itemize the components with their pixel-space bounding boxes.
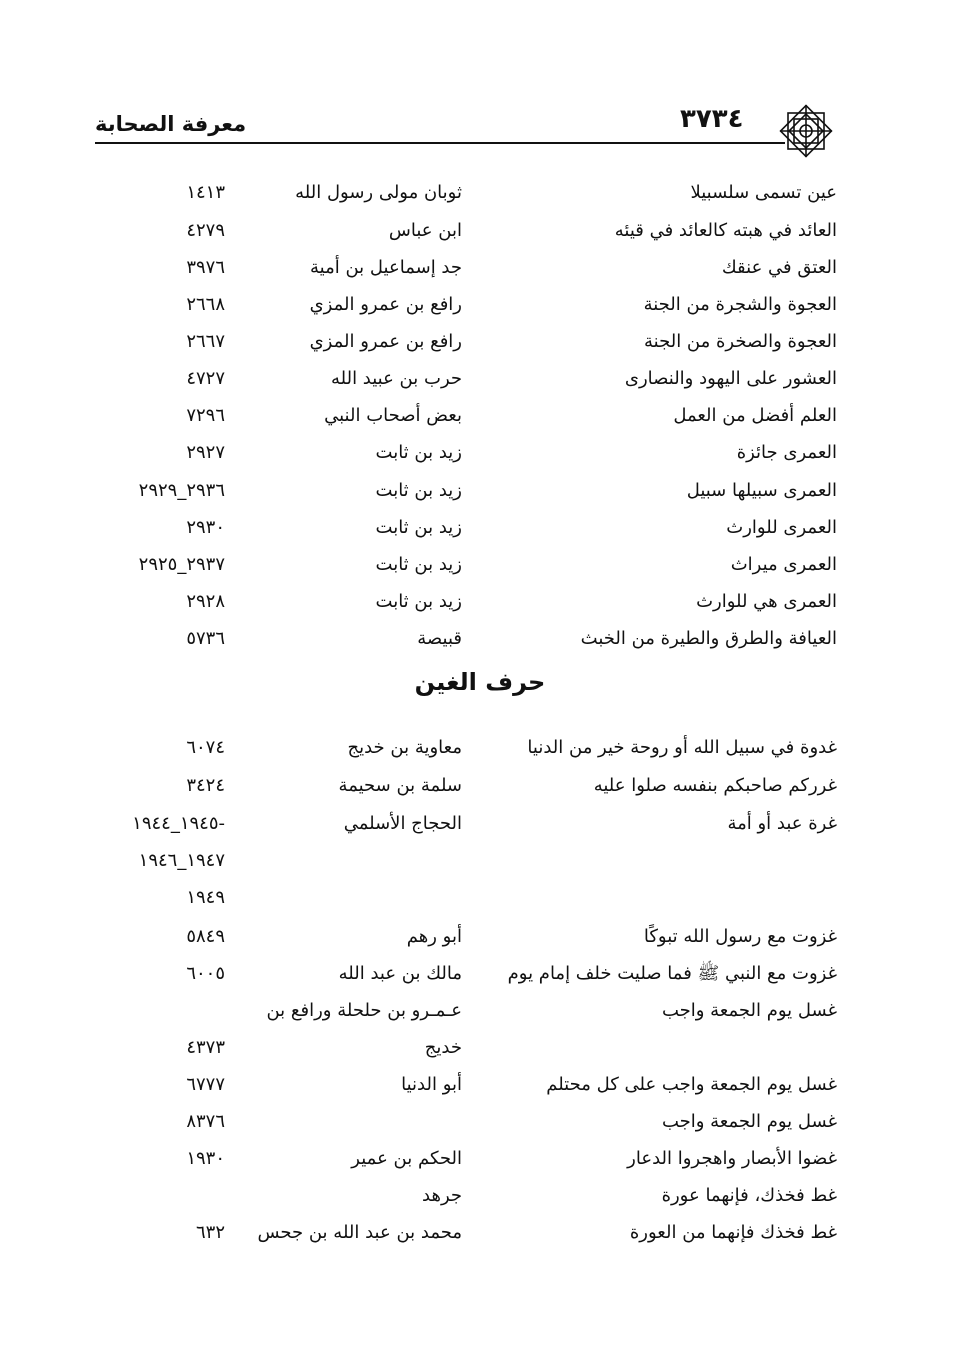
narrator-name: زيد بن ثابت <box>375 442 462 463</box>
hadith-text: العمرى ميراث <box>730 554 837 575</box>
reference-number: ٦٠٧٤ <box>186 737 225 758</box>
page-header <box>95 100 840 160</box>
narrator-name: مالك بن عبد الله <box>338 963 462 984</box>
hadith-text: غسل يوم الجمعة واجب على كل محتلم <box>546 1074 837 1095</box>
reference-number: ٢٩٣٠ <box>186 517 225 538</box>
reference-number: ١٤١٣ <box>186 182 225 203</box>
narrator-name: عـمـرو بن حلحلة ورافع بن <box>266 1000 462 1021</box>
narrator-name: الحكم بن عمير <box>351 1148 462 1169</box>
index-row <box>0 1179 959 1213</box>
narrator-name: معاوية بن خديج <box>347 737 462 758</box>
narrator-name: جد إسماعيل بن أمية <box>310 257 462 278</box>
book-title: معرفة الصحابة <box>95 112 247 136</box>
index-row <box>0 214 959 248</box>
reference-number: ١٩٣٠ <box>186 1148 225 1169</box>
hadith-text: غسل يوم الجمعة واجب <box>661 1000 837 1021</box>
reference-number: ٢٩٣٧_٢٩٢٥ <box>138 554 225 575</box>
index-row <box>0 1142 959 1176</box>
hadith-text: غرة عبد أو أمة <box>727 813 837 834</box>
index-row <box>0 362 959 396</box>
index-row <box>0 511 959 545</box>
reference-number: ٢٩٢٧ <box>186 442 225 463</box>
reference-number: ٢٩٢٨ <box>186 591 225 612</box>
index-row <box>0 622 959 656</box>
hadith-text: العتق في عنقك <box>721 257 837 278</box>
reference-number: ٦٧٧٧ <box>186 1074 225 1095</box>
reference-number: ٦٠٠٥ <box>186 963 225 984</box>
hadith-text: العمرى هي للوارث <box>696 591 837 612</box>
narrator-name: ثوبان مولى رسول الله <box>295 182 462 203</box>
narrator-name: الحجاج الأسلمي <box>343 813 462 834</box>
index-row <box>0 585 959 619</box>
reference-number: ٥٧٣٦ <box>186 628 225 649</box>
reference-number: ٢٦٦٨ <box>186 294 225 315</box>
reference-number: ٥٨٤٩ <box>186 926 225 947</box>
narrator-name: ابن عباس <box>388 220 462 241</box>
narrator-name: حرب بن عبيد الله <box>330 368 462 389</box>
reference-number: ٤٢٧٩ <box>186 220 225 241</box>
hadith-text: غدوة في سبيل الله أو روحة خير من الدنيا <box>527 737 837 758</box>
index-row <box>0 474 959 508</box>
reference-number: ٨٣٧٦ <box>186 1111 225 1132</box>
reference-number: ٢٦٦٧ <box>186 331 225 352</box>
index-row <box>0 176 959 210</box>
reference-number: ٣٤٢٤ <box>186 775 225 796</box>
hadith-text: عين تسمى سلسبيلا <box>690 182 837 203</box>
reference-number: -١٩٤٥_١٩٤٤ <box>132 813 225 834</box>
narrator-name: خديج <box>424 1037 462 1058</box>
reference-number: ٤٣٧٣ <box>186 1037 225 1058</box>
hadith-text: غضوا الأبصار واهجروا الدعار <box>627 1148 837 1169</box>
narrator-name: زيد بن ثابت <box>375 517 462 538</box>
narrator-name: رافع بن عمرو المزي <box>309 331 462 352</box>
hadith-text: العيافة والطرق والطيرة من الخبث <box>580 628 837 649</box>
narrator-name: أبو الدنيا <box>401 1074 462 1095</box>
hadith-text: العمرى جائزة <box>736 442 837 463</box>
index-row <box>0 325 959 359</box>
hadith-text: العمرى للوارث <box>726 517 837 538</box>
index-row <box>0 1068 959 1102</box>
reference-number: ٦٣٢ <box>195 1222 225 1243</box>
hadith-text: غسل يوم الجمعة واجب <box>661 1111 837 1132</box>
index-row <box>0 769 959 803</box>
reference-number: ٣٩٧٦ <box>186 257 225 278</box>
reference-number: ٤٧٢٧ <box>186 368 225 389</box>
index-row <box>0 399 959 433</box>
index-row <box>0 994 959 1028</box>
hadith-text: غط فخذك فإنهما من العورة <box>629 1222 837 1243</box>
index-row <box>0 881 959 915</box>
narrator-name: بعض أصحاب النبي <box>324 405 462 426</box>
index-row <box>0 436 959 470</box>
index-row <box>0 731 959 765</box>
reference-number: ٢٩٣٦_٢٩٢٩ <box>138 480 225 501</box>
hadith-text: العلم أفضل من العمل <box>673 405 837 426</box>
section-heading: حرف الغين <box>414 668 546 696</box>
index-row <box>0 1031 959 1065</box>
octagram-ornament-icon <box>775 100 837 162</box>
narrator-name: جرهد <box>422 1185 462 1206</box>
index-row <box>0 957 959 991</box>
narrator-name: أبو رهم <box>406 926 462 947</box>
index-row <box>0 251 959 285</box>
reference-number: ١٩٤٩ <box>186 887 225 908</box>
hadith-text: العمرى سبيلها سبيل <box>686 480 837 501</box>
narrator-name: رافع بن عمرو المزي <box>309 294 462 315</box>
hadith-text: العائد في هبته كالعائد في قيئه <box>614 220 837 241</box>
hadith-text: العجوة والصخرة من الجنة <box>644 331 837 352</box>
hadith-text: غط فخذك، فإنهما عورة <box>661 1185 837 1206</box>
narrator-name: قبيصة <box>417 628 462 649</box>
index-row <box>0 288 959 322</box>
hadith-text: غرركم صاحبكم بنفسه صلوا عليه <box>593 775 837 796</box>
header-rule <box>95 142 785 144</box>
narrator-name: زيد بن ثابت <box>375 554 462 575</box>
hadith-text: العجوة والشجرة من الجنة <box>643 294 837 315</box>
narrator-name: زيد بن ثابت <box>375 480 462 501</box>
narrator-name: سلمة بن سحيمة <box>338 775 462 796</box>
index-row <box>0 1105 959 1139</box>
index-row <box>0 1216 959 1250</box>
hadith-text: غزوت مع رسول الله تبوكًا <box>643 926 837 947</box>
narrator-name: محمد بن عبد الله بن جحس <box>257 1222 462 1243</box>
hadith-text: العشور على اليهود والنصارى <box>624 368 837 389</box>
reference-number: ١٩٤٧_١٩٤٦ <box>138 850 225 871</box>
narrator-name: زيد بن ثابت <box>375 591 462 612</box>
index-row <box>0 548 959 582</box>
reference-number: ٧٢٩٦ <box>186 405 225 426</box>
index-row <box>0 920 959 954</box>
page-number: ٣٧٣٤ <box>680 104 744 134</box>
hadith-text: غزوت مع النبي ﷺ فما صليت خلف إمام يوم <box>507 963 837 984</box>
index-row <box>0 807 959 841</box>
index-row <box>0 844 959 878</box>
